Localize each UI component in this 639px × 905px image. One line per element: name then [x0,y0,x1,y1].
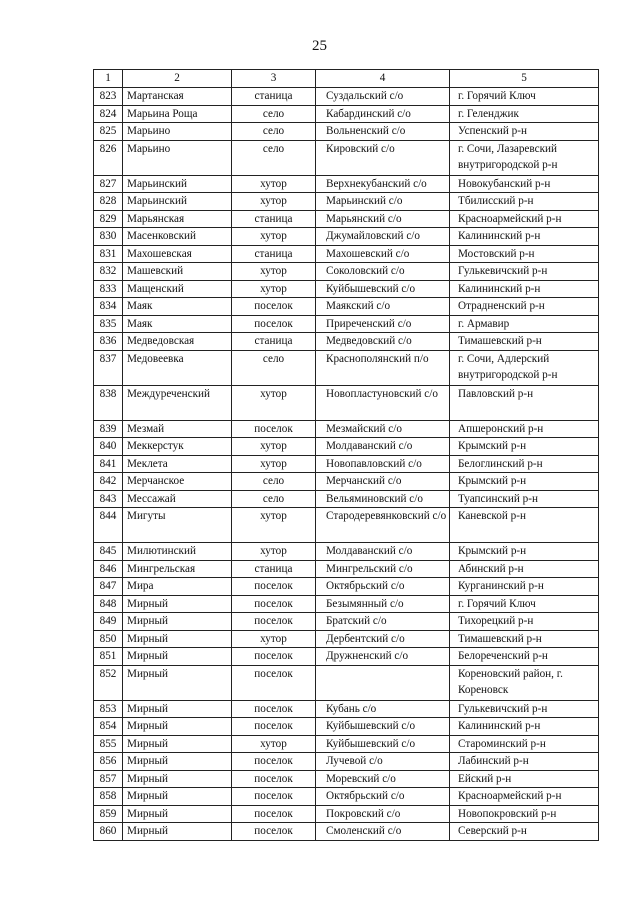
settlement-name: Маяк [123,315,232,333]
row-number: 839 [94,420,123,438]
column-header-5: 5 [450,70,599,88]
settlement-name: Мингрельская [123,560,232,578]
district-name: Курганинский р-н [450,578,599,596]
settlement-name: Марьинский [123,175,232,193]
settlement-name: Мирный [123,805,232,823]
table-body [94,88,599,841]
rural-council: Лучевой с/о [316,753,450,771]
table-row [94,420,599,438]
row-number: 854 [94,718,123,736]
page-number: 25 [312,38,327,54]
row-number: 841 [94,455,123,473]
table-row [94,595,599,613]
settlement-name: Мира [123,578,232,596]
table-row [94,700,599,718]
table-row [94,578,599,596]
settlement-type: поселок [232,700,316,718]
table-row [94,333,599,351]
settlement-type: хутор [232,193,316,211]
district-name: Красноармейский р-н [450,210,599,228]
settlement-type: село [232,490,316,508]
table-row [94,210,599,228]
rural-council: Маякский с/о [316,298,450,316]
table-row [94,490,599,508]
table-row [94,508,599,543]
settlement-type: поселок [232,315,316,333]
table-header-row [94,70,599,88]
district-name: Гулькевичский р-н [450,263,599,281]
row-number: 828 [94,193,123,211]
rural-council: Братский с/о [316,613,450,631]
rural-council: Марьянский с/о [316,210,450,228]
column-header-1: 1 [94,70,123,88]
settlement-name: Медведовская [123,333,232,351]
rural-council: Куйбышевский с/о [316,735,450,753]
rural-council: Суздальский с/о [316,88,450,106]
settlement-type: село [232,123,316,141]
rural-council: Соколовский с/о [316,263,450,281]
rural-council: Вельяминовский с/о [316,490,450,508]
row-number: 844 [94,508,123,543]
district-name: г. Геленджик [450,105,599,123]
table-row [94,805,599,823]
table-row [94,228,599,246]
settlement-name: Медовеевка [123,350,232,385]
rural-council: Смоленский с/о [316,823,450,841]
settlement-name: Махошевская [123,245,232,263]
settlement-name: Машевский [123,263,232,281]
rural-council: Куйбышевский с/о [316,280,450,298]
settlement-type: станица [232,210,316,228]
column-header-2: 2 [123,70,232,88]
settlement-name: Мирный [123,735,232,753]
settlement-type: поселок [232,665,316,700]
district-name: Туапсинский р-н [450,490,599,508]
settlement-name: Мирный [123,595,232,613]
settlement-name: Мирный [123,648,232,666]
row-number: 860 [94,823,123,841]
settlement-name: Масенковский [123,228,232,246]
table-row [94,193,599,211]
rural-council: Верхнекубанский с/о [316,175,450,193]
rural-council: Дружненский с/о [316,648,450,666]
row-number: 845 [94,543,123,561]
district-name: Тимашевский р-н [450,630,599,648]
rural-council: Куйбышевский с/о [316,718,450,736]
row-number: 857 [94,770,123,788]
district-name: Тимашевский р-н [450,333,599,351]
settlement-type: станица [232,560,316,578]
row-number: 831 [94,245,123,263]
settlement-name: Мерчанское [123,473,232,491]
settlement-type: хутор [232,228,316,246]
settlement-type: поселок [232,578,316,596]
settlement-type: село [232,105,316,123]
row-number: 851 [94,648,123,666]
row-number: 827 [94,175,123,193]
settlement-type: село [232,350,316,385]
settlement-name: Мартанская [123,88,232,106]
district-name: Гулькевичский р-н [450,700,599,718]
settlement-type: хутор [232,630,316,648]
row-number: 853 [94,700,123,718]
table-row [94,88,599,106]
settlement-type: село [232,140,316,175]
settlement-type: хутор [232,385,316,420]
rural-council: Дербентский с/о [316,630,450,648]
table-row [94,105,599,123]
rural-council: Мерчанский с/о [316,473,450,491]
table-row [94,280,599,298]
settlement-name: Меклета [123,455,232,473]
table-row [94,438,599,456]
table-row [94,263,599,281]
settlement-type: поселок [232,788,316,806]
district-name: Отрадненский р-н [450,298,599,316]
row-number: 835 [94,315,123,333]
district-name: г. Сочи, Лазаревский внутригородской р-н [450,140,599,175]
settlements-table [93,69,599,841]
district-name: г. Горячий Ключ [450,595,599,613]
district-name: Калининский р-н [450,228,599,246]
row-number: 842 [94,473,123,491]
settlement-name: Мирный [123,630,232,648]
table-row [94,718,599,736]
rural-council: Махошевский с/о [316,245,450,263]
district-name: Крымский р-н [450,543,599,561]
row-number: 825 [94,123,123,141]
settlement-type: поселок [232,753,316,771]
column-header-4: 4 [316,70,450,88]
table-row [94,315,599,333]
row-number: 830 [94,228,123,246]
district-name: Ейский р-н [450,770,599,788]
column-header-3: 3 [232,70,316,88]
rural-council: Медведовский с/о [316,333,450,351]
rural-council: Октябрьский с/о [316,788,450,806]
rural-council: Новопавловский с/о [316,455,450,473]
district-name: Новопокровский р-н [450,805,599,823]
table-row [94,735,599,753]
district-name: г. Армавир [450,315,599,333]
district-name: Апшеронский р-н [450,420,599,438]
settlement-type: село [232,473,316,491]
table-row [94,543,599,561]
district-name: Павловский р-н [450,385,599,420]
row-number: 848 [94,595,123,613]
table-row [94,298,599,316]
row-number: 833 [94,280,123,298]
settlement-name: Мирный [123,718,232,736]
table-row [94,473,599,491]
row-number: 855 [94,735,123,753]
settlement-type: поселок [232,613,316,631]
rural-council: Кубань с/о [316,700,450,718]
settlement-name: Мигуты [123,508,232,543]
settlement-name: Мирный [123,823,232,841]
table-row [94,788,599,806]
rural-council: Кировский с/о [316,140,450,175]
settlement-name: Марьино [123,140,232,175]
district-name: Староминский р-н [450,735,599,753]
row-number: 823 [94,88,123,106]
settlement-name: Мирный [123,700,232,718]
table-row [94,140,599,175]
table-row [94,350,599,385]
rural-council: Марьинский с/о [316,193,450,211]
row-number: 834 [94,298,123,316]
table-row [94,175,599,193]
settlement-name: Мащенский [123,280,232,298]
rural-council: Краснополянский п/о [316,350,450,385]
settlement-type: хутор [232,263,316,281]
table-row [94,613,599,631]
row-number: 858 [94,788,123,806]
settlement-name: Милютинский [123,543,232,561]
rural-council [316,665,450,700]
settlement-type: станица [232,245,316,263]
settlement-type: поселок [232,823,316,841]
row-number: 847 [94,578,123,596]
rural-council: Стародеревянковский с/о [316,508,450,543]
rural-council: Вольненский с/о [316,123,450,141]
district-name: Крымский р-н [450,438,599,456]
district-name: Тихорецкий р-н [450,613,599,631]
district-name: Каневской р-н [450,508,599,543]
rural-council: Джумайловский с/о [316,228,450,246]
district-name: Успенский р-н [450,123,599,141]
row-number: 846 [94,560,123,578]
district-name: Новокубанский р-н [450,175,599,193]
settlement-name: Междуреченский [123,385,232,420]
settlement-type: поселок [232,805,316,823]
row-number: 849 [94,613,123,631]
district-name: Северский р-н [450,823,599,841]
settlement-type: хутор [232,455,316,473]
table-row [94,455,599,473]
settlement-type: поселок [232,648,316,666]
rural-council: Мингрельский с/о [316,560,450,578]
row-number: 852 [94,665,123,700]
settlement-type: хутор [232,175,316,193]
row-number: 856 [94,753,123,771]
settlement-name: Марьинский [123,193,232,211]
district-name: Мостовский р-н [450,245,599,263]
district-name: г. Сочи, Адлерский внутригородской р-н [450,350,599,385]
rural-council: Покровский с/о [316,805,450,823]
district-name: Кореновский район, г. Кореновск [450,665,599,700]
rural-council: Мезмайский с/о [316,420,450,438]
settlement-name: Мезмай [123,420,232,438]
district-name: Калининский р-н [450,280,599,298]
settlement-name: Мирный [123,665,232,700]
table-row [94,560,599,578]
settlement-name: Марьино [123,123,232,141]
row-number: 850 [94,630,123,648]
settlement-name: Марьина Роща [123,105,232,123]
row-number: 829 [94,210,123,228]
table-row [94,245,599,263]
district-name: Тбилисский р-н [450,193,599,211]
table-row [94,823,599,841]
row-number: 826 [94,140,123,175]
settlement-name: Мирный [123,613,232,631]
row-number: 837 [94,350,123,385]
row-number: 859 [94,805,123,823]
table-row [94,385,599,420]
district-name: Белоглинский р-н [450,455,599,473]
settlement-type: хутор [232,543,316,561]
row-number: 824 [94,105,123,123]
table-row [94,648,599,666]
settlement-name: Меккерстук [123,438,232,456]
settlement-type: станица [232,333,316,351]
rural-council: Новопластуновский с/о [316,385,450,420]
settlement-name: Мирный [123,753,232,771]
table-row [94,630,599,648]
rural-council: Моревский с/о [316,770,450,788]
rural-council: Молдаванский с/о [316,543,450,561]
district-name: Калининский р-н [450,718,599,736]
row-number: 832 [94,263,123,281]
rural-council: Безымянный с/о [316,595,450,613]
rural-council: Приреченский с/о [316,315,450,333]
table-row [94,665,599,700]
rural-council: Кабардинский с/о [316,105,450,123]
table-row [94,753,599,771]
settlement-type: станица [232,88,316,106]
settlement-type: хутор [232,280,316,298]
settlement-type: поселок [232,420,316,438]
rural-council: Октябрьский с/о [316,578,450,596]
settlement-type: поселок [232,718,316,736]
row-number: 836 [94,333,123,351]
settlement-name: Мессажай [123,490,232,508]
settlement-type: хутор [232,508,316,543]
district-name: Крымский р-н [450,473,599,491]
district-name: Белореченский р-н [450,648,599,666]
settlement-type: хутор [232,438,316,456]
settlement-type: поселок [232,770,316,788]
row-number: 840 [94,438,123,456]
row-number: 838 [94,385,123,420]
settlement-name: Мирный [123,788,232,806]
table-row [94,123,599,141]
table-row [94,770,599,788]
district-name: г. Горячий Ключ [450,88,599,106]
settlement-type: поселок [232,595,316,613]
settlement-type: поселок [232,298,316,316]
settlement-name: Марьянская [123,210,232,228]
district-name: Абинский р-н [450,560,599,578]
settlement-type: хутор [232,735,316,753]
settlement-name: Мирный [123,770,232,788]
row-number: 843 [94,490,123,508]
rural-council: Молдаванский с/о [316,438,450,456]
district-name: Лабинский р-н [450,753,599,771]
district-name: Красноармейский р-н [450,788,599,806]
settlement-name: Маяк [123,298,232,316]
